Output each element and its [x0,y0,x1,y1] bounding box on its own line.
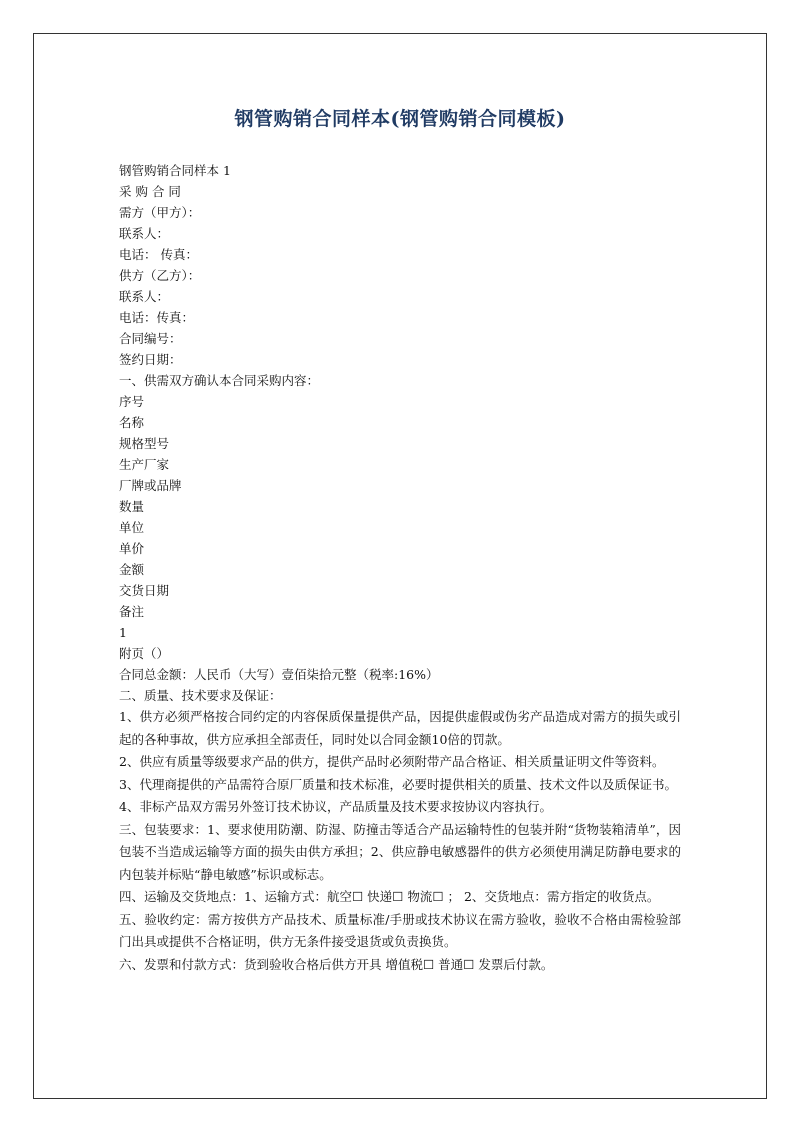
clause-packaging: 三、包装要求：1、要求使用防潮、防湿、防撞击等适合产品运输特性的包装并附“货物装箱清单”，因包装不当造成运输等方面的损失由供方承担；2、供应静电敏感器件的供方必须使用满足防静电要求的内包装并标贴“静电敏感”标识或标志。 [119,821,681,882]
header-line-buyer-contact: 联系人： [119,226,170,241]
header-line-buyer-phone-fax: 电话： 传真： [119,247,198,262]
clause-invoice-payment: 六、发票和付款方式：货到验收合格后供方开具 增值税☐ 普通☐ 发票后付款。 [119,956,554,972]
header-line-supplier-contact: 联系人： [119,289,170,304]
document-title: 钢管购销合同样本(钢管购销合同模板) [234,108,566,130]
clause-quality-1: 1、供方必须严格按合同约定的内容保质保量提供产品，因提供虚假或伪劣产品造成对需方的损失或引起的各种事故，供方应承担全部责任，同时处以合同金额10倍的罚款。 [119,709,681,747]
header-line-contract-number: 合同编号： [119,331,182,346]
clause-quality-3: 3、代理商提供的产品需符合原厂质量和技术标准，必要时提供相关的质量、技术文件以及质保证书。 [119,776,677,792]
item-field-delivery-date: 交货日期 [119,583,170,598]
item-field-manufacturer: 生产厂家 [119,457,170,472]
item-field-amount: 金额 [119,562,145,577]
item-field-serial: 序号 [119,394,145,409]
document-body [119,160,681,976]
clause-transport: 四、运输及交货地点：1、运输方式：航空☐ 快递☐ 物流☐ ； 2、交货地点：需方指定的收货点。 [119,889,660,904]
header-line-buyer: 需方（甲方）： [119,205,201,220]
header-line-supplier: 供方（乙方）： [119,268,201,283]
contract-total-amount: 合同总金额：人民币（大写）壹佰柒拾元整（税率:16%） [119,667,439,682]
section-heading-quality: 二、质量、技术要求及保证： [119,688,282,703]
item-field-name: 名称 [119,415,145,430]
header-line-sample-no: 钢管购销合同样本 1 [119,163,231,178]
item-field-quantity: 数量 [119,499,145,514]
item-field-unit-price: 单价 [119,541,145,556]
clause-quality-4: 4、非标产品双方需另外签订技术协议，产品质量及技术要求按协议内容执行。 [119,799,552,814]
attachment-page: 附页（） [119,646,170,661]
header-line-contract-heading: 采 购 合 同 [119,184,181,199]
section-heading-procurement: 一、供需双方确认本合同采购内容： [119,373,320,388]
item-field-remarks: 备注 [119,604,145,619]
clause-acceptance: 五、验收约定：需方按供方产品技术、质量标准/手册或技术协议在需方验收，验收不合格由需检验部门出具或提供不合格证明，供方无条件接受退货或负责换货。 [119,911,681,949]
header-line-supplier-phone-fax: 电话：传真： [119,310,195,325]
item-row-number: 1 [119,625,127,640]
item-field-spec: 规格型号 [119,436,170,451]
item-field-brand: 厂牌或品牌 [119,478,182,493]
item-field-unit: 单位 [119,520,145,535]
clause-quality-2: 2、供应有质量等级要求产品的供方，提供产品时必须附带产品合格证、相关质量证明文件等资料。 [119,754,665,769]
header-line-sign-date: 签约日期： [119,352,182,367]
